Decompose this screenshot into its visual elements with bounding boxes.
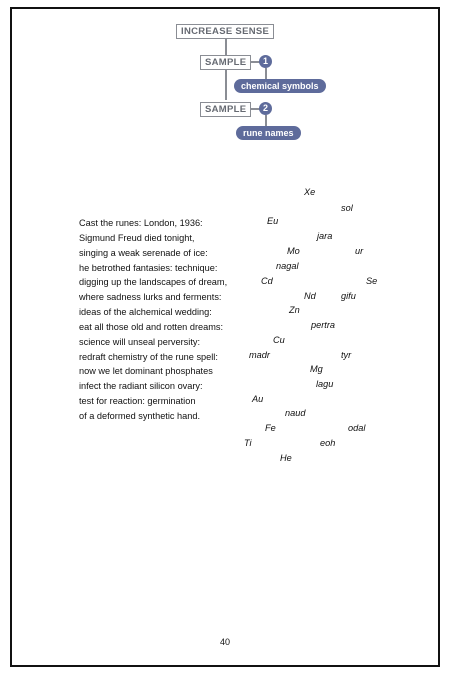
scattered-word: Xe (304, 187, 316, 197)
poem-line: test for reaction: germination (79, 396, 196, 407)
scattered-word: Se (366, 276, 378, 286)
scattered-word: sol (341, 203, 353, 213)
poem-line: redraft chemistry of the rune spell: (79, 351, 218, 362)
scattered-word: Au (252, 394, 264, 404)
scattered-word: odal (348, 423, 366, 433)
scattered-word: tyr (341, 350, 352, 360)
poem-line: digging up the landscapes of dream, (79, 277, 228, 288)
rune-names-tag: rune names (236, 126, 301, 140)
scattered-word: eoh (320, 438, 336, 448)
increase-sense-box: INCREASE SENSE (176, 24, 274, 39)
scattered-word: naud (285, 408, 306, 418)
poem-line: science will unseal perversity: (79, 336, 201, 347)
poem-line: singing a weak serenade of ice: (79, 247, 208, 258)
sample-box: SAMPLE (200, 55, 251, 70)
poem-line: of a deformed synthetic hand. (79, 410, 201, 421)
sample-box: SAMPLE (200, 102, 251, 117)
scattered-word: Eu (267, 216, 279, 226)
poem-line: Cast the runes: London, 1936: (79, 218, 203, 228)
scattered-word: jara (317, 231, 333, 241)
chemical-symbols-tag: chemical symbols (234, 79, 326, 93)
scattered-word: Mg (310, 364, 323, 374)
poem-line: Sigmund Freud died tonight, (79, 232, 195, 243)
scattered-word: madr (249, 350, 270, 360)
scattered-word: He (280, 453, 292, 463)
scattered-word: lagu (316, 379, 334, 389)
scattered-word: Nd (304, 291, 316, 301)
scattered-word: nagal (276, 261, 299, 271)
scattered-word: Zn (289, 305, 300, 315)
scattered-word: Fe (265, 423, 276, 433)
poem-line: where sadness lurks and ferments: (79, 292, 222, 303)
scattered-word: ur (355, 246, 364, 256)
scattered-word: Mo (287, 246, 300, 256)
poem-text (79, 216, 227, 424)
poem-line: eat all those old and rotten dreams: (79, 321, 224, 332)
poem-line: he betrothed fantasies: technique: (79, 262, 218, 273)
scattered-word: pertra (311, 320, 336, 330)
scattered-word: Cu (273, 335, 285, 345)
scattered-word: gifu (341, 291, 356, 301)
poem-line: ideas of the alchemical wedding: (79, 307, 212, 318)
poem-line: infect the radiant silicon ovary: (79, 381, 203, 392)
scattered-word: Cd (261, 276, 273, 286)
step-number-badge: 2 (259, 102, 272, 115)
poem-line: now we let dominant phosphates (79, 366, 213, 377)
sense-diagram (0, 0, 450, 160)
scattered-word: Ti (244, 438, 252, 448)
step-number-badge: 1 (259, 55, 272, 68)
page-number: 40 (219, 637, 230, 647)
